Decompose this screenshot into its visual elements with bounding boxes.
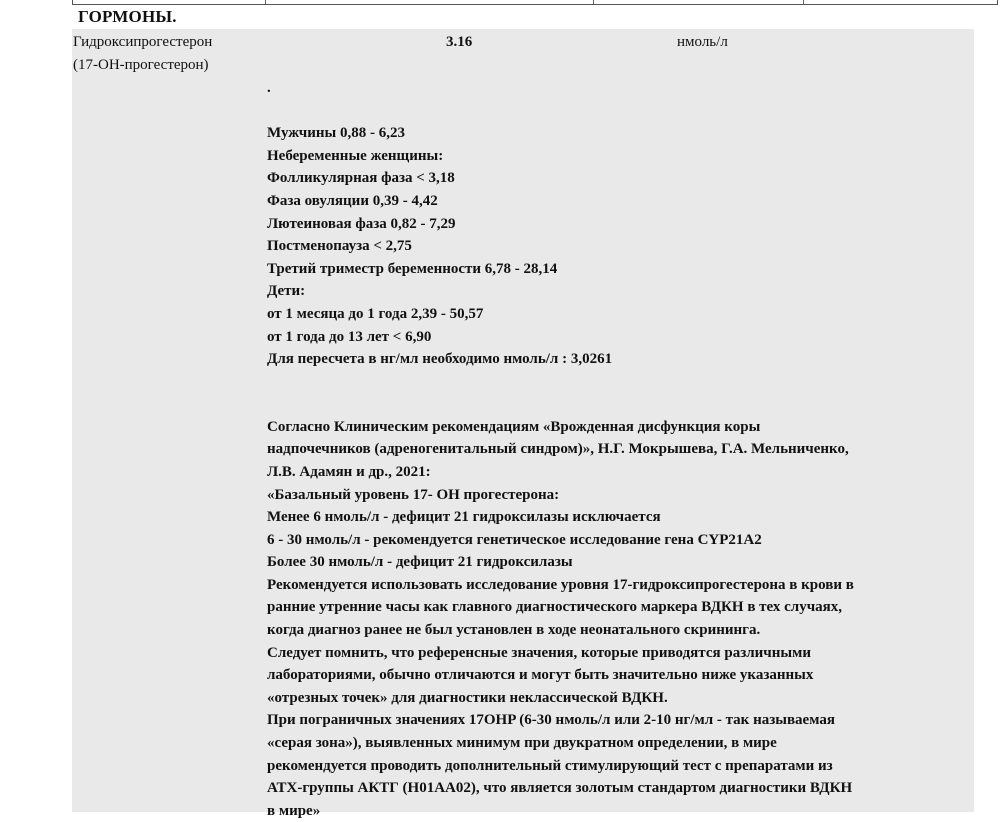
reference-line: Лютеиновая фаза 0,82 - 7,29 xyxy=(267,215,456,232)
comment-line: 6 - 30 нмоль/л - рекомендуется генетическое исследование гена CYP21A2 xyxy=(267,531,762,548)
comment-line: АТХ-группы АКТГ (H01AA02), что является золотым стандартом диагностики ВДКН xyxy=(267,780,853,797)
comment-line: Следует помнить, что референсные значения, которые приводятся различными xyxy=(267,644,811,661)
reference-ranges xyxy=(267,122,957,371)
comment-line: Более 30 нмоль/л - дефицит 21 гидроксилазы xyxy=(267,554,573,571)
comment-line: Л.В. Адамян и др., 2021: xyxy=(267,463,431,480)
comment-line: Менее 6 нмоль/л - дефицит 21 гидроксилазы исключается xyxy=(267,509,661,526)
comment-line: лабораториями, обычно отличаются и могут быть значительно ниже указанных xyxy=(267,667,814,684)
comment-line: надпочечников (адреногенитальный синдром)», Н.Г. Мокрышева, Г.А. Мельниченко, xyxy=(267,441,849,458)
previous-table-border xyxy=(72,0,998,5)
comment-line: «отрезных точек» для диагностики неклассической ВДКН. xyxy=(267,689,668,706)
reference-line: Фолликулярная фаза < 3,18 xyxy=(267,170,455,187)
comment-line: Согласно Клиническим рекомендациям «Врожденная дисфункция коры xyxy=(267,418,761,435)
comment-line: При пограничных значениях 17OHP (6-30 нмоль/л или 2-10 нг/мл - так называемая xyxy=(267,712,835,729)
comment-line: когда диагноз ранее не был установлен в ходе неонатального скрининга. xyxy=(267,622,761,639)
comment-line: в мире» xyxy=(267,802,321,819)
comment-line: рекомендуется проводить дополнительный стимулирующий тест с препаратами из xyxy=(267,757,833,774)
test-name-line: (17-ОН-прогестерон) xyxy=(73,57,209,73)
reference-and-comment xyxy=(267,77,957,822)
comment-line: Рекомендуется использовать исследование уровня 17-гидроксипрогестерона в крови в xyxy=(267,576,854,593)
test-name-line: Гидроксипрогестерон xyxy=(73,34,213,50)
reference-line: от 1 года до 13 лет < 6,90 xyxy=(267,328,432,345)
comment-line: «Базальный уровень 17- ОН прогестерона: xyxy=(267,486,560,503)
reference-line: Фаза овуляции 0,39 - 4,42 xyxy=(267,192,438,209)
reference-line: Небеременные женщины: xyxy=(267,147,444,164)
reference-line: Третий триместр беременности 6,78 - 28,14 xyxy=(267,260,558,277)
comment-line: ранние утренние часы как главного диагностического маркера ВДКН в тех случаях, xyxy=(267,599,843,616)
test-name xyxy=(73,31,263,77)
comment-line: «серая зона»), выявленных минимум при двукратном определении, в мире xyxy=(267,735,777,752)
test-unit: нмоль/л xyxy=(677,34,728,50)
section-title: ГОРМОНЫ. xyxy=(78,7,177,26)
reference-line: Дети: xyxy=(267,283,306,300)
reference-line: Мужчины 0,88 - 6,23 xyxy=(267,125,405,142)
test-value: 3.16 xyxy=(446,34,473,50)
reference-line: Постменопауза < 2,75 xyxy=(267,238,412,255)
clinical-comment xyxy=(267,416,957,822)
reference-line: Для пересчета в нг/мл необходимо нмоль/л : 3,0261 xyxy=(267,351,613,368)
reference-marker: . xyxy=(267,80,271,96)
reference-line: от 1 месяца до 1 года 2,39 - 50,57 xyxy=(267,305,484,322)
